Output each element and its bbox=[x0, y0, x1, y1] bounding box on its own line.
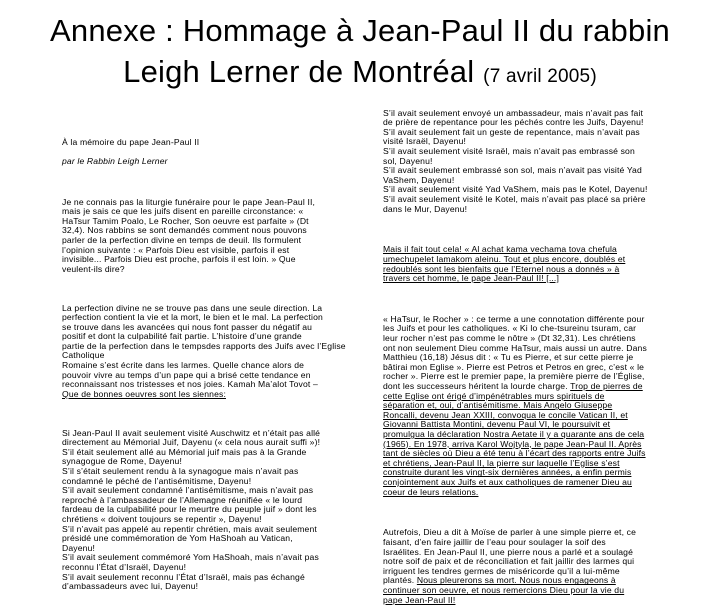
title-name: Leigh Lerner de Montréal bbox=[123, 54, 475, 89]
author-line: par le Rabbin Leigh Lerner bbox=[62, 155, 168, 166]
left-column bbox=[62, 128, 362, 601]
closing-text: Autrefois, Dieu a dit à Moïse de parler à une simple pierre et, ce faisant, d’en faire jaillir de l’eau pour soulager la soif des Israélites. En Jean-Paul II, une pierre nous a parlé et a soulagé notre soif de paix et de réconciliation et fait jaillir des larmes qui irriguent les tendres germes de miséricorde qu’il a lui-même plantés. bbox=[383, 527, 637, 586]
blessing-paragraph: Mais il fait tout cela! « Al achat kama vechama tova chefula umechupelet lamakom aleinu. Tout et plus encore, doublés et redoublés sont les bienfaits que l’Eternel nous a donnés » à travers cet homme, le pape Jean-Paul II! [...] bbox=[383, 244, 626, 284]
good-works-heading: Que de bonnes oeuvres sont les siennes: bbox=[62, 388, 226, 399]
title-line-1: Annexe : Hommage à Jean-Paul II du rabbin bbox=[50, 13, 670, 48]
perfection-text: La perfection divine ne se trouve pas dans une seule direction. La perfection contient la vie et la mort, le bien et le mal. La perfection se trouve dans les avancées qui nous font passer du négatif au positif et dont la culpabilité fait partie. L’histoire d’une grande partie de la perfection dans le tempsdes rapports des Juifs avec l’Eglise Catholique Romaine s’est écrite dans les larmes. Quelle chance alors de pouvoir vivre au temps d’un pape qui a brisé cette tendance en reconnaissant nos tristesses et nos joies. Kamah Ma’alot Tovot – bbox=[62, 302, 346, 390]
closing-text-underlined: Nous pleurerons sa mort. Nous nous engageons à continuer son oeuvre, et nous remercions Dieu pour la vie du pape Jean-Paul II! bbox=[383, 575, 625, 605]
dayenu-list-2: S’il avait seulement envoyé un ambassadeur, mais n’avait pas fait de prière de repentance pour les péchés contre les Juifs, Dayenu! S’il avait seulement fait un geste de repentance, mais n’avait pas visité Israël, Dayenu! S’il avait seulement visité Israël, mais n’avait pas embrassé son sol, Dayenu! S’il avait seulement embrassé son sol, mais n’avait pas visité Yad VaShem, Dayenu! S’il avait seulement visité Yad VaShem, mais pas le Kotel, Dayenu! S’il avait seulement visité le Kotel, mais n’avait pas placé sa prière dans le Mur, Dayenu! bbox=[383, 107, 648, 214]
perfection-paragraph bbox=[62, 304, 362, 400]
rock-text-underlined: Trop de pierres de cette Eglise ont érigé d’impénétrables murs spirituels de séparation et, oui, d’antisémitisme. Mais Angelo Giuseppe Roncalli, devenu Jean XXIII, convoqua le concile Vatican II, et Giovanni Battista Montini, devenu Paul VI, le poursuivit et promulgua la déclaration Nostra Aetate il y a quarante ans de cela (1965). En 1978, arriva Karol Wojtyla, le pape Jean-Paul II. Après tant de siècles où Dieu a été tenu à l’écart des rapports entre Juifs et chrétiens, Jean-Paul II, la pierre sur laquelle l’Eglise s’est construite durant les vingt-six dernières années, a enfin permis conjointement aux Juifs et aux catholiques de ramener Dieu au coeur de leurs relations. bbox=[383, 381, 646, 497]
rock-text: « HaTsur, le Rocher » : ce terme a une connotation différente pour les Juifs et pour les catholiques. « Ki lo che-tsureinu tsuram, car leur rocher n’est pas comme le nôtre » (Dt 32,31). Les chrétiens ont non seulement Dieu comme HaTsur, mais aussi un autre. Dans Matthieu (16,18) Jésus dit : « Tu es Pierre, et sur cette pierre je bâtirai mon Eglise ». Pierre est Petros et Petros en grec, c’est « le rocher ». Pierre est le premier pape, la première pierre de l’Église, dont les successeurs héritent la lourde charge. bbox=[383, 313, 647, 392]
rock-paragraph bbox=[383, 315, 701, 497]
title-line-2 bbox=[0, 51, 720, 97]
slide-title bbox=[0, 10, 720, 97]
intro-paragraph: Je ne connais pas la liturgie funéraire pour le pape Jean-Paul II, mais je sais ce que les juifs disent en pareille circonstance: « HaTsur Tamim Poalo, Le Rocher, Son oeuvre est parfaite » (Dt 32,4). Nos rabbins se sont demandés comment nous pouvons parler de la perfection divine en temps de deuil. Ils formulent l’opinion suivante : « Parfois Dieu est visible, parfois il est invisible... Parfois Dieu est proche, parfois il est loin. » Que veulent-ils dire? bbox=[62, 196, 316, 274]
dedication: À la mémoire du pape Jean-Paul II bbox=[62, 136, 200, 147]
right-column bbox=[383, 99, 701, 615]
dayenu-list-1: Si Jean-Paul II avait seulement visité Auschwitz et n’était pas allé directement au Mémorial Juif, Dayenu (« cela nous aurait suffi »)! S’il était seulement allé au Mémorial juif mais pas à la Grande synagogue de Rome, Dayenu! S’il s’était seulement rendu à la synagogue mais n’avait pas condamné le péché de l’antisémitisme, Dayenu! S’il avait seulement condamné l’antisémitisme, mais n’avait pas reproché à l’ambassadeur de l’Allemagne réunifiée « le lourd fardeau de la culpabilité pour le meurtre du peuple juif » dont les chrétiens « doivent toujours se repentir », Dayenu! S’il n’avait pas appelé au repentir chrétien, mais avait seulement présidé une commémoration de Yom HaShoah au Vatican, Dayenu! S’il avait seulement commémoré Yom HaShoah, mais n’avait pas reconnu l’État d’Israël, Dayenu! S’il avait seulement reconnu l’État d’Israël, mais pas échangé d’ambassadeurs avec lui, Dayenu! bbox=[62, 427, 321, 592]
title-date: (7 avril 2005) bbox=[483, 66, 597, 87]
